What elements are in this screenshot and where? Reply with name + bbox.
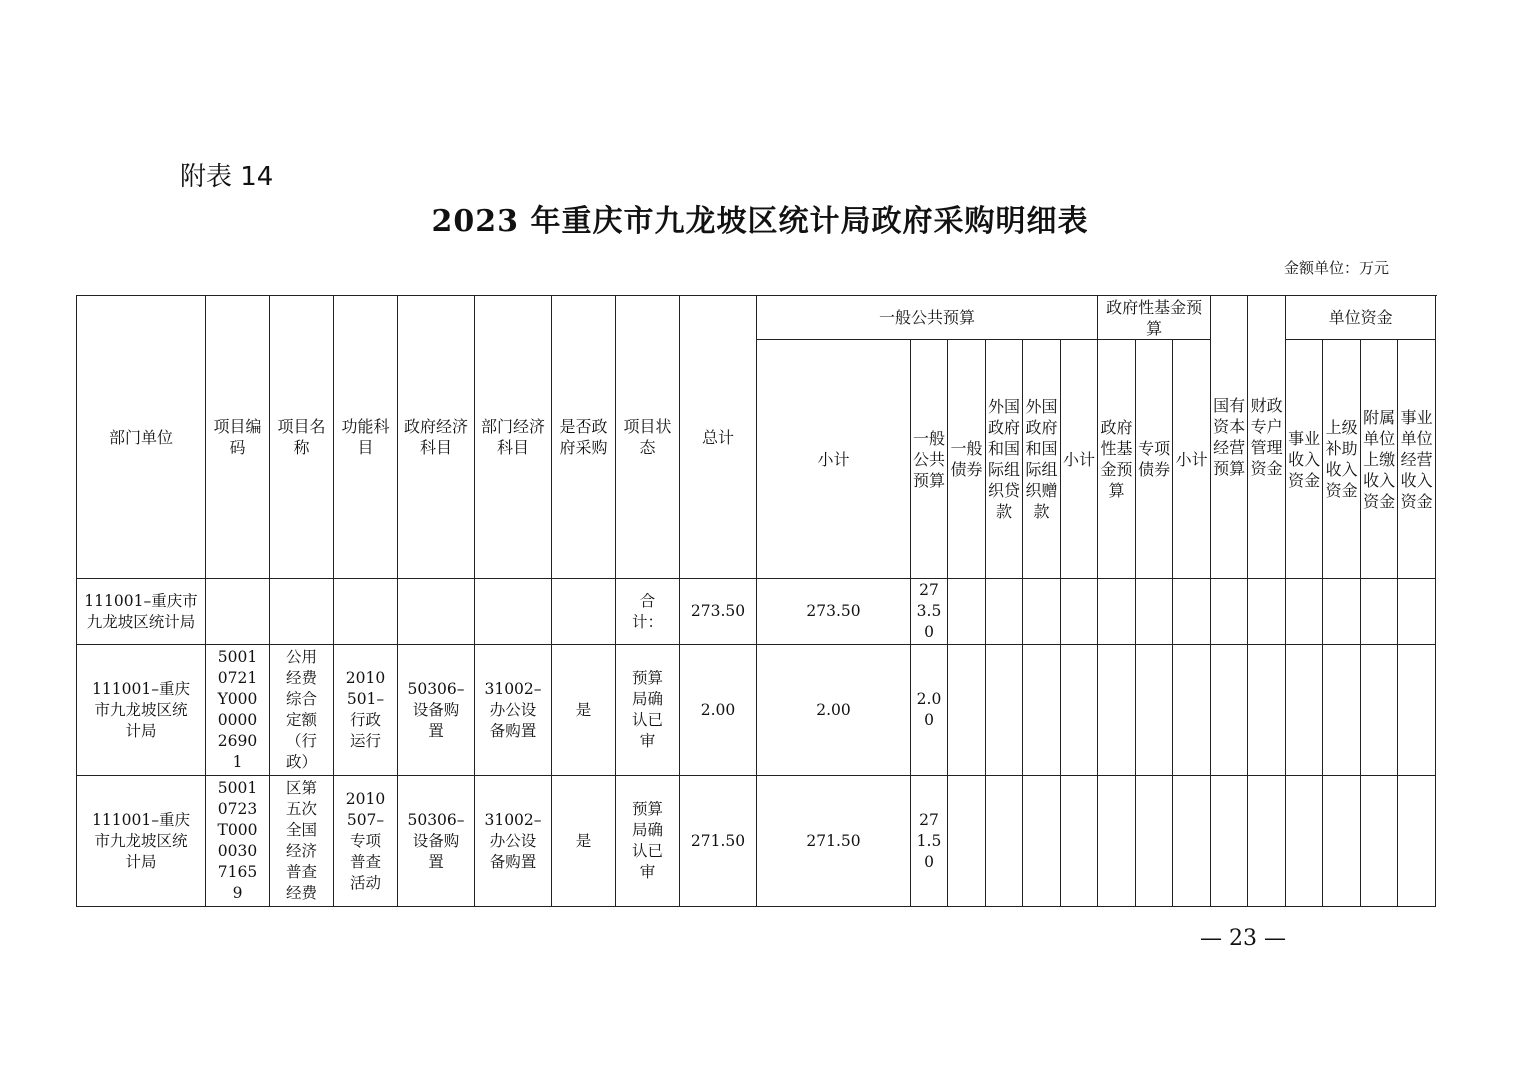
cell-g-subtotal: 2.00: [757, 645, 911, 776]
attachment-label: 附表 14: [180, 162, 274, 192]
cell-empty: [1173, 579, 1211, 645]
header-u-business: 事业收入资金: [1286, 340, 1323, 579]
cell-empty: [1361, 645, 1398, 776]
header-total: 总计: [680, 296, 757, 579]
header-f-subtotal: 小计: [1061, 340, 1098, 579]
cell-proj-name: [270, 579, 334, 645]
cell-empty: [1061, 645, 1098, 776]
cell-dept: 111001–重庆市九龙坡区统计局: [77, 645, 206, 776]
cell-g-subtotal: 273.50: [757, 579, 911, 645]
header-gov-econ: 政府经济科目: [398, 296, 475, 579]
cell-empty: [1323, 579, 1361, 645]
cell-func-subject: 2010507–专项普查活动: [334, 776, 398, 907]
cell-proj-code: 50010721Y000000026901: [206, 645, 270, 776]
cell-empty: [1023, 645, 1061, 776]
cell-empty: [1136, 776, 1173, 907]
cell-total: 271.50: [680, 776, 757, 907]
cell-empty: [1248, 776, 1286, 907]
cell-gov-econ: [398, 579, 475, 645]
cell-proj-name: 区第五次全国经济普查经费: [270, 776, 334, 907]
cell-dept-econ: [475, 579, 552, 645]
header-dept-econ: 部门经济科目: [475, 296, 552, 579]
cell-empty: [948, 579, 986, 645]
cell-gov-econ: 50306–设备购置: [398, 776, 475, 907]
header-proj-code: 项目编码: [206, 296, 270, 579]
cell-empty: [1098, 645, 1136, 776]
header-is-procure: 是否政府采购: [552, 296, 616, 579]
cell-empty: [1211, 776, 1248, 907]
header-unit-funds: 单位资金: [1286, 296, 1436, 340]
cell-total: 2.00: [680, 645, 757, 776]
header-proj-name: 项目名称: [270, 296, 334, 579]
cell-status: 预算局确认已审: [616, 645, 680, 776]
cell-empty: [1061, 776, 1098, 907]
cell-empty: [1323, 776, 1361, 907]
cell-empty: [1398, 776, 1436, 907]
cell-proj-code: 50010723T000003071659: [206, 776, 270, 907]
cell-is-procure: 是: [552, 645, 616, 776]
unit-label: 金额单位：万元: [1284, 259, 1390, 277]
cell-empty: [1023, 776, 1061, 907]
header-dept: 部门单位: [77, 296, 206, 579]
cell-empty: [1398, 579, 1436, 645]
cell-empty: [1098, 579, 1136, 645]
cell-empty: [1136, 579, 1173, 645]
cell-status: 预算局确认已审: [616, 776, 680, 907]
cell-dept: 111001–重庆市九龙坡区统计局: [77, 579, 206, 645]
cell-is-procure: 是: [552, 776, 616, 907]
cell-total: 273.50: [680, 579, 757, 645]
cell-dept-econ: 31002–办公设备购置: [475, 776, 552, 907]
cell-is-procure: [552, 579, 616, 645]
cell-empty: [986, 645, 1023, 776]
header-g-subtotal: 小计: [757, 340, 911, 579]
header-status: 项目状态: [616, 296, 680, 579]
cell-empty: [986, 579, 1023, 645]
header-g-general: 一般公共预算: [911, 340, 948, 579]
cell-empty: [1286, 645, 1323, 776]
header-g-loan: 外国政府和国际组织贷款: [986, 340, 1023, 579]
cell-empty: [1248, 645, 1286, 776]
cell-empty: [1173, 645, 1211, 776]
cell-dept-econ: 31002–办公设备购置: [475, 645, 552, 776]
cell-g-general: 273.50: [911, 579, 948, 645]
cell-empty: [1098, 776, 1136, 907]
header-u-subsidy: 上级补助收入资金: [1323, 340, 1361, 579]
cell-empty: [1286, 776, 1323, 907]
cell-func-subject: 2010501–行政运行: [334, 645, 398, 776]
header-f-fund: 政府性基金预算: [1098, 340, 1136, 579]
cell-empty: [1173, 776, 1211, 907]
cell-empty: [1061, 579, 1098, 645]
cell-g-subtotal: 271.50: [757, 776, 911, 907]
cell-empty: [1323, 645, 1361, 776]
cell-gov-econ: 50306–设备购置: [398, 645, 475, 776]
header-g-grant: 外国政府和国际组织赠款: [1023, 340, 1061, 579]
header-fund-budget: 政府性基金预算: [1098, 296, 1211, 340]
page-title: 2023 年重庆市九龙坡区统计局政府采购明细表: [431, 204, 1089, 239]
cell-empty: [1023, 579, 1061, 645]
table-row: [77, 579, 1436, 645]
cell-empty: [1398, 645, 1436, 776]
cell-dept: 111001–重庆市九龙坡区统计局: [77, 776, 206, 907]
header-g-bond: 一般债券: [948, 340, 986, 579]
procurement-table: [76, 295, 1436, 907]
cell-empty: [986, 776, 1023, 907]
cell-empty: [1211, 579, 1248, 645]
cell-g-general: 2.00: [911, 645, 948, 776]
header-u-subtotal: 小计: [1173, 340, 1211, 579]
cell-empty: [1136, 645, 1173, 776]
cell-empty: [1286, 579, 1323, 645]
cell-empty: [948, 776, 986, 907]
header-special-acct: 财政专户管理资金: [1248, 296, 1286, 579]
cell-status: 合计：: [616, 579, 680, 645]
header-func-subject: 功能科目: [334, 296, 398, 579]
cell-func-subject: [334, 579, 398, 645]
cell-empty: [1211, 645, 1248, 776]
cell-empty: [1361, 776, 1398, 907]
cell-proj-code: [206, 579, 270, 645]
header-general-budget: 一般公共预算: [757, 296, 1098, 340]
cell-proj-name: 公用经费综合定额（行政）: [270, 645, 334, 776]
cell-empty: [1248, 579, 1286, 645]
table-row: [77, 645, 1436, 776]
cell-empty: [1361, 579, 1398, 645]
table-row: [77, 776, 1436, 907]
header-f-bond: 专项债券: [1136, 340, 1173, 579]
cell-g-general: 271.50: [911, 776, 948, 907]
header-u-operating: 事业单位经营收入资金: [1398, 340, 1436, 579]
cell-empty: [948, 645, 986, 776]
page-number: — 23 —: [1200, 926, 1286, 951]
header-soe: 国有资本经营预算: [1211, 296, 1248, 579]
header-u-affiliate: 附属单位上缴收入资金: [1361, 340, 1398, 579]
